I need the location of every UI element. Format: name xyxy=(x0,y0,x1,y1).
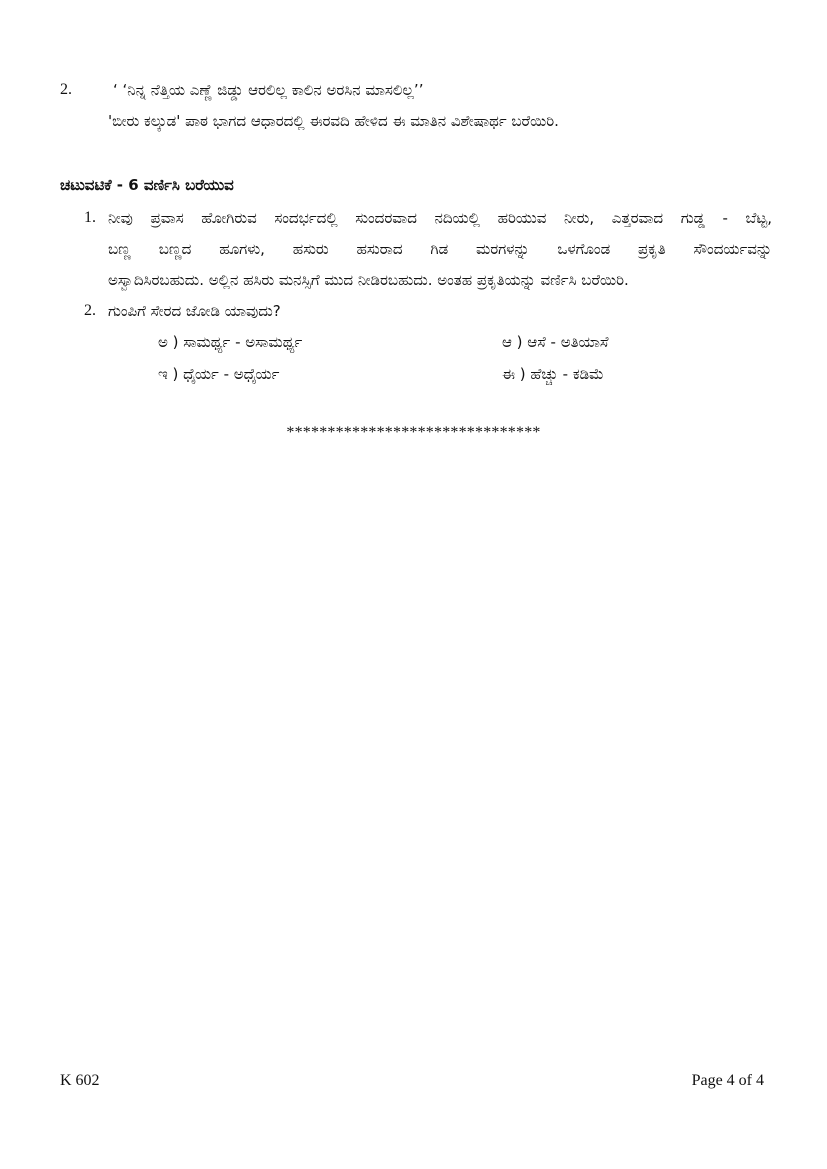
footer-page-number: Page 4 of 4 xyxy=(691,1072,764,1089)
item-text-line: ನೀವು ಪ್ರವಾಸ ಹೋಗಿರುವ ಸಂದರ್ಭದಲ್ಲಿ ಸುಂದರವಾದ ನದಿಯಲ್ಲಿ ಹರಿಯುವ ನೀರು, ಎತ್ತರವಾದ ಗುಡ್ಡ - ಬೆಟ್ಟ, xyxy=(108,209,772,227)
question-number: 2. xyxy=(60,81,72,98)
option-ii: ಈ ) ಹೆಚ್ಚು - ಕಡಿಮೆ xyxy=(502,365,604,383)
section-divider: ******************************* xyxy=(286,424,541,441)
item-number: 1. xyxy=(84,209,96,226)
item-question: ಗುಂಪಿಗೆ ಸೇರದ ಜೋಡಿ ಯಾವುದು? xyxy=(108,302,281,320)
option-a: ಅ ) ಸಾಮರ್ಥ್ಯ - ಅಸಾಮರ್ಥ್ಯ xyxy=(158,333,303,351)
item-text-line: ಅಸ್ವಾದಿಸಿರಬಹುದು. ಅಲ್ಲಿನ ಹಸಿರು ಮನಸ್ಸಿಗೆ ಮುದ ನೀಡಿರಬಹುದು. ಅಂತಹ ಪ್ರಕೃತಿಯನ್ನು ವರ್ಣಿಸಿ ಬರೆಯಿರಿ. xyxy=(108,271,629,289)
item-text-line: ಬಣ್ಣ ಬಣ್ಣದ ಹೂಗಳು, ಹಸುರು ಹಸುರಾದ ಗಿಡ ಮರಗಳನ್ನು ಒಳಗೊಂಡ ಪ್ರಕೃತಿ ಸೌಂದರ್ಯವನ್ನು xyxy=(108,240,772,258)
item-number: 2. xyxy=(84,302,96,319)
option-i: ಇ ) ಧೈರ್ಯ - ಅಧೈರ್ಯ xyxy=(158,365,280,383)
activity-heading: ಚಟುವಟಿಕೆ - 6 ವರ್ಣಿಸಿ ಬರೆಯುವ xyxy=(60,176,234,194)
question-quote: ‘ ‘ನಿನ್ನ ನೆತ್ತಿಯ ಎಣ್ಣೆ ಜಿಡ್ಡು ಆರಲಿಲ್ಲ ಕಾಲಿನ ಅರಸಿನ ಮಾಸಲಿಲ್ಲ’’ xyxy=(113,81,424,99)
option-aa: ಆ ) ಆಸೆ - ಅತಿಯಾಸೆ xyxy=(502,333,609,351)
question-instruction: 'ಬೀರು ಕಲ್ಕುಡ' ಪಾಠ ಭಾಗದ ಆಧಾರದಲ್ಲಿ ಈರವದಿ ಹೇಳಿದ ಈ ಮಾತಿನ ವಿಶೇಷಾರ್ಥ ಬರೆಯಿರಿ. xyxy=(108,112,559,130)
footer-paper-code: K 602 xyxy=(60,1072,100,1089)
